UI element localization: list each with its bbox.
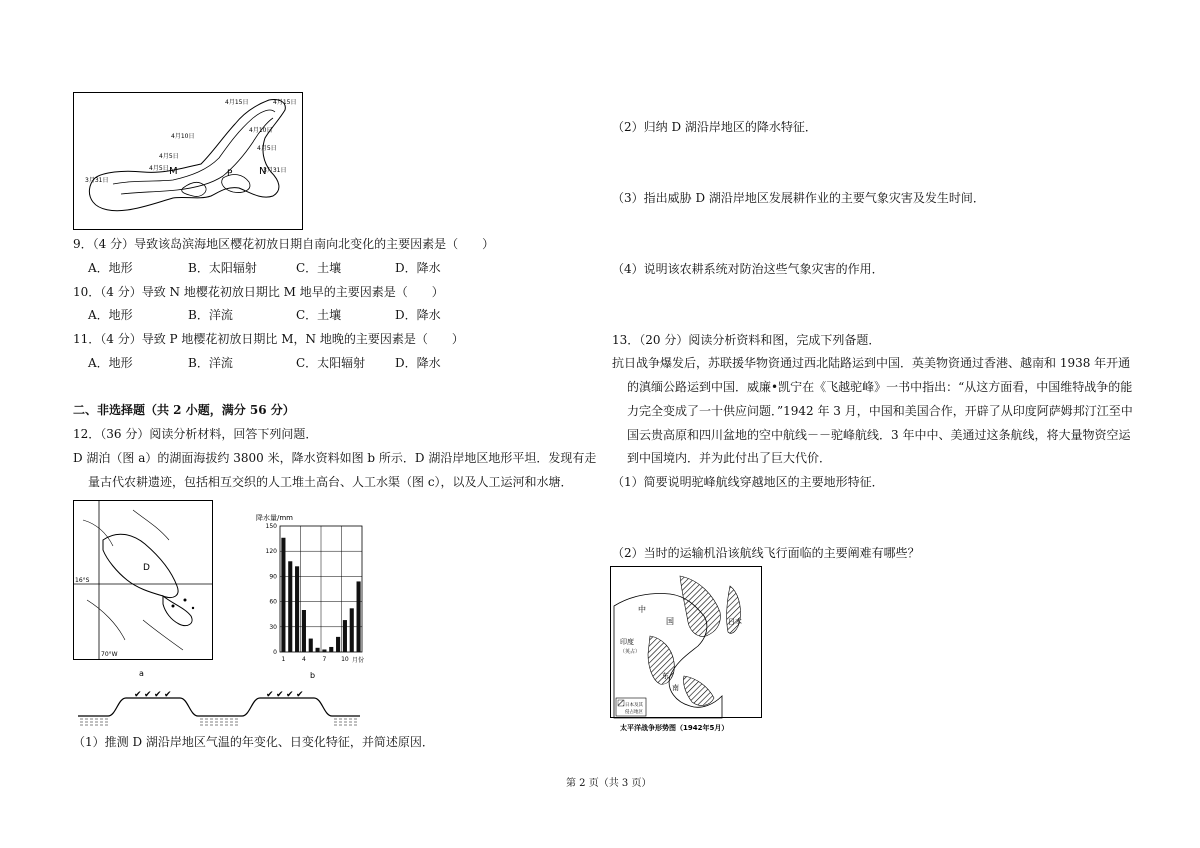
precip-bar-month-9 <box>336 637 340 652</box>
map-label-mar31-b: 3月31日 <box>263 167 287 174</box>
precip-bar-month-4 <box>302 610 306 652</box>
lake-label-d: D <box>143 563 150 573</box>
q12-sub4: （4）说明该农耕系统对防治这些气象灾害的作用． <box>612 262 884 276</box>
q9-option-d[interactable]: D．降水 <box>395 261 441 275</box>
pacific-map-caption: 太平洋战争形势图（1942年5月） <box>620 724 729 732</box>
pacific-war-map <box>610 566 762 736</box>
map-label-mar31-a: 3月31日 <box>85 177 109 184</box>
q9-option-b[interactable]: B．太阳辐射 <box>188 261 257 275</box>
q13-para-1: 的滇缅公路运到中国．威廉•凯宁在《飞越驼峰》一书中指出：“从这方面看，中国维特战争的能 <box>627 380 1133 394</box>
legend-line2: 侵占地区 <box>625 710 643 715</box>
page-footer: 第 2 页（共 3 页） <box>566 778 652 789</box>
svg-text:✔: ✔ <box>164 690 172 700</box>
map-label-british: （英占） <box>620 649 641 655</box>
x-tick-label: 1 <box>281 656 286 663</box>
lon-label: 70°W <box>101 651 118 658</box>
map-label-apr15-b: 4月15日 <box>273 99 297 106</box>
q11-option-b[interactable]: B．洋流 <box>188 356 233 370</box>
q13-para-3: 国云贵高原和四川盆地的空中航线－－驼峰航线．3 年中中、美通过这条航线，将大量物资空运 <box>627 428 1131 442</box>
lake-map-a <box>73 500 213 682</box>
svg-text:✔: ✔ <box>154 690 162 700</box>
q11-option-d[interactable]: D．降水 <box>395 356 441 370</box>
y-tick-label: 120 <box>265 548 277 556</box>
x-tick-label: 4 <box>302 656 306 663</box>
precipitation-chart-b <box>238 510 368 682</box>
map-point-m: M <box>169 166 178 177</box>
precip-bar-month-8 <box>329 647 333 652</box>
section-title-nonchoice: 二、非选择题（共 2 小题，满分 56 分） <box>73 403 295 417</box>
map-label-china-guo: 国 <box>666 617 674 626</box>
map-label-japan: 日本 <box>728 618 742 626</box>
chart-caption: b <box>310 671 316 680</box>
svg-text:✔: ✔ <box>144 690 152 700</box>
q13-sub1: （1）简要说明驼峰航线穿越地区的主要地形特征． <box>612 475 884 489</box>
map-label-dong: 东 <box>662 672 669 680</box>
map-a-caption: a <box>139 669 144 678</box>
q11-stem: 11．（4 分）导致 P 地樱花初放日期比 M，N 地晚的主要因素是（ ） <box>73 332 464 346</box>
svg-text:✔: ✔ <box>266 690 274 700</box>
map-label-china-zhong: 中 <box>638 605 646 614</box>
q11-option-a[interactable]: A．地形 <box>88 356 133 370</box>
map-label-apr10-b: 4月10日 <box>249 127 273 134</box>
precip-bar-month-6 <box>316 648 320 652</box>
q10-option-a[interactable]: A．地形 <box>88 308 133 322</box>
q12-para-line1: D 湖泊（图 a）的湖面海拔约 3800 米，降水资料如图 b 所示．D 湖沿岸地区地形平坦．发现有走 <box>73 451 597 465</box>
x-tick-label: 7 <box>322 656 327 663</box>
y-tick-label: 90 <box>269 573 277 581</box>
precip-bar-month-1 <box>281 538 285 652</box>
q9-option-a[interactable]: A．地形 <box>88 261 133 275</box>
y-tick-label: 60 <box>269 598 277 606</box>
map-label-apr10-a: 4月10日 <box>171 133 195 140</box>
svg-text:✔: ✔ <box>134 690 142 700</box>
precip-bar-month-7 <box>322 649 326 652</box>
precip-bar-month-11 <box>350 608 354 652</box>
map-label-apr5-a: 4月5日 <box>159 153 179 160</box>
svg-text:✔: ✔ <box>286 690 294 700</box>
q13-para-4: 到中国境内．并为此付出了巨大代价． <box>627 451 832 465</box>
y-tick-label: 30 <box>269 623 277 631</box>
map-label-apr15-a: 4月15日 <box>225 99 249 106</box>
map-label-nan: 南 <box>672 684 679 692</box>
map-point-n: N <box>259 166 267 177</box>
legend-line1: 日本及其 <box>625 703 643 708</box>
svg-text:✔: ✔ <box>296 690 304 700</box>
q10-option-d[interactable]: D．降水 <box>395 308 441 322</box>
q13-para-2: 力完全变成了一十供应问题．”1942 年 3 月，中国和美国合作，开辟了从印度阿萨姆邦汀江至中 <box>627 404 1133 418</box>
map-point-p: P <box>227 169 233 179</box>
y-tick-label: 150 <box>265 523 277 530</box>
q10-option-c[interactable]: C．土壤 <box>296 308 342 322</box>
q11-option-c[interactable]: C．太阳辐射 <box>296 356 366 370</box>
q9-option-c[interactable]: C．土壤 <box>296 261 342 275</box>
cherry-blossom-map <box>73 92 303 230</box>
precip-bar-month-12 <box>357 581 361 652</box>
raised-field-diagram-c <box>78 688 360 728</box>
q10-stem: 10．（4 分）导致 N 地樱花初放日期比 M 地早的主要因素是（ ） <box>73 285 444 299</box>
q13-stem: 13．（20 分）阅读分析资料和图，完成下列备题． <box>612 333 881 347</box>
x-tick-label: 10 <box>341 656 349 663</box>
precip-bar-month-5 <box>309 639 313 652</box>
y-tick-label: 0 <box>273 649 277 656</box>
svg-text:✔: ✔ <box>276 690 284 700</box>
q12-sub1: （1）推测 D 湖沿岸地区气温的年变化、日变化特征，并简述原因． <box>73 735 434 749</box>
q13-para-0: 抗日战争爆发后，苏联援华物资通过西北陆路运到中国．英美物资通过香港、越南和 1938 年开通 <box>612 356 1131 370</box>
q12-sub2: （2）归纳 D 湖沿岸地区的降水特征． <box>612 120 817 134</box>
q9-stem: 9．（4 分）导致该岛滨海地区樱花初放日期自南向北变化的主要因素是（ ） <box>73 237 495 251</box>
map-label-india: 印度 <box>620 638 634 646</box>
precip-bar-month-10 <box>343 620 347 652</box>
chart-xticks <box>282 656 349 663</box>
chart-xlabel: 月份 <box>352 657 365 664</box>
q12-sub3: （3）指出威胁 D 湖沿岸地区发展耕作业的主要气象灾害及发生时间． <box>612 191 985 205</box>
precip-bar-month-2 <box>288 561 292 652</box>
chart-yticks <box>266 523 278 656</box>
q13-sub2: （2）当时的运输机沿该航线飞行面临的主要阐难有哪些？ <box>612 546 920 560</box>
map-label-apr5-b: 4月5日 <box>257 145 277 152</box>
q12-para-line2: 量古代农耕遗迹，包括相互交织的人工堆土高台、人工水渠（图 c），以及人工运河和水塘． <box>88 475 573 489</box>
map-label-apr5-c: 4月5日 <box>149 165 169 172</box>
chart-title: 降水量/mm <box>256 514 293 522</box>
precip-bar-month-3 <box>295 566 299 652</box>
q12-stem: 12．（36 分）阅读分析材料，回答下列问题． <box>73 427 318 441</box>
lat-label: 16°S <box>75 577 90 584</box>
q10-option-b[interactable]: B．洋流 <box>188 308 233 322</box>
